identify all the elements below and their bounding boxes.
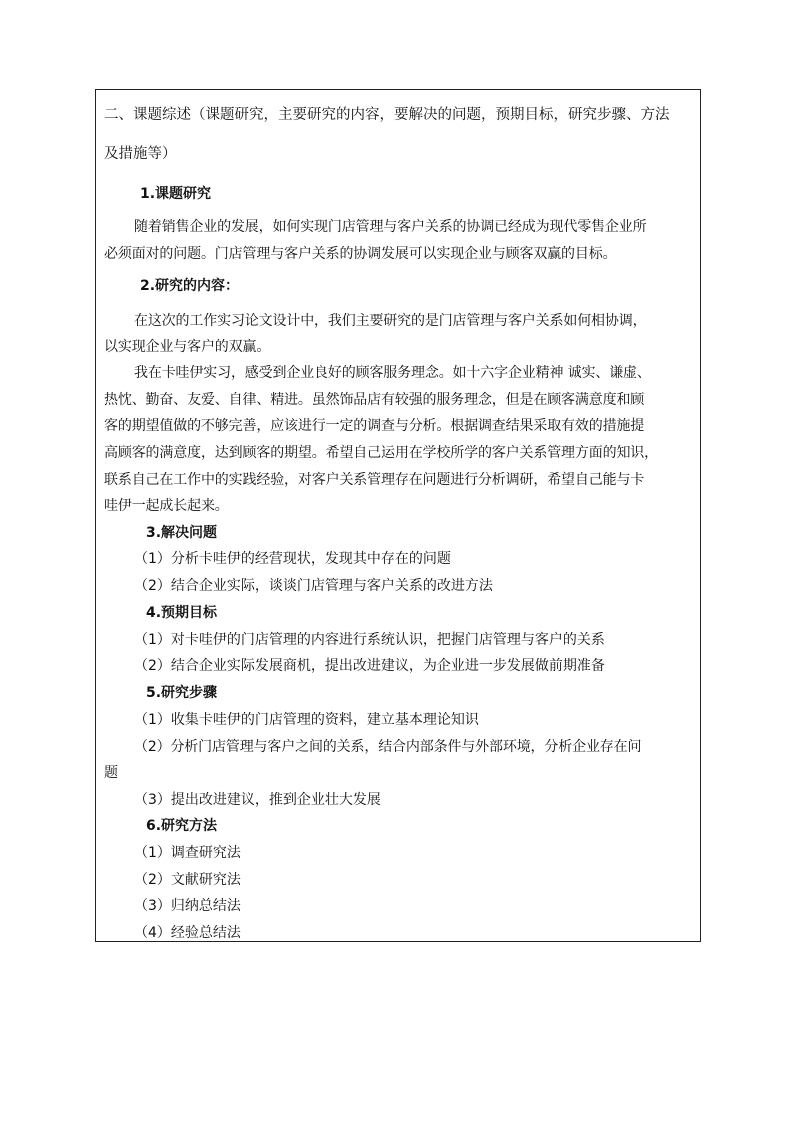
section-2-paragraph-2-line-6: 哇伊一起成长起来。 (104, 498, 229, 514)
section-6-item-3: （3）归纳总结法 (134, 898, 241, 914)
section-2-heading: 2.研究的内容： (140, 278, 240, 294)
section-1-heading: 1.课题研究 (140, 186, 212, 202)
section-6-item-1: （1）调查研究法 (134, 845, 241, 861)
section-4-item-1: （1）对卡哇伊的门店管理的内容进行系统认识，把握门店管理与客户的关系 (134, 632, 605, 648)
section-1-paragraph-line-2: 必须面对的问题。门店管理与客户关系的协调发展可以实现企业与顾客双赢的目标。 (104, 246, 617, 262)
section-5-heading: 5.研究步骤 (146, 685, 218, 701)
section-3-item-1: （1）分析卡哇伊的经营现状，发现其中存在的问题 (134, 551, 451, 567)
section-2-paragraph-2-line-1: 我在卡哇伊实习，感受到企业良好的顾客服务理念。如十六字企业精神 诚实、谦虚、 (134, 365, 651, 381)
section-2-paragraph-2-line-4: 高顾客的满意度，达到顾客的期望。希望自己运用在学校所学的客户关系管理方面的知识， (104, 445, 658, 461)
section-6-item-2: （2）文献研究法 (134, 872, 241, 888)
document-table-cell (95, 89, 701, 942)
section-5-item-1: （1）收集卡哇伊的门店管理的资料，建立基本理论知识 (134, 712, 479, 728)
section-2-paragraph-2-line-3: 客的期望值做的不够完善，应该进行一定的调查与分析。根据调查结果采取有效的措施提 (104, 418, 645, 434)
section-2-paragraph-2-line-2: 热忱、勤奋、友爱、自律、精进。虽然饰品店有较强的服务理念，但是在顾客满意度和顾 (104, 392, 645, 408)
section-3-item-2: （2）结合企业实际，谈谈门店管理与客户关系的改进方法 (134, 578, 493, 594)
section-4-heading: 4.预期目标 (146, 605, 218, 621)
section-5-item-2-line-2: 题 (104, 765, 118, 781)
section-1-paragraph-line-1: 随着销售企业的发展，如何实现门店管理与客户关系的协调已经成为现代零售企业所 (134, 219, 647, 235)
section-5-item-2-line-1: （2）分析门店管理与客户之间的关系，结合内部条件与外部环境，分析企业存在问 (134, 739, 642, 755)
section-2-paragraph-1-line-2: 以实现企业与客户的双赢。 (104, 339, 271, 355)
section-title-line-1: 二、课题综述（课题研究，主要研究的内容，要解决的问题，预期目标，研究步骤、方法 (104, 107, 670, 123)
section-2-paragraph-2-line-5: 联系自己在工作中的实践经验，对客户关系管理存在问题进行分析调研，希望自己能与卡 (104, 472, 645, 488)
section-2-paragraph-1-line-1: 在这次的工作实习论文设计中，我们主要研究的是门店管理与客户关系如何相协调， (134, 313, 647, 329)
section-title-line-2: 及措施等） (104, 146, 177, 162)
section-5-item-3: （3）提出改进建议，推到企业壮大发展 (134, 792, 381, 808)
section-4-item-2: （2）结合企业实际发展商机，提出改进建议，为企业进一步发展做前期准备 (134, 658, 605, 674)
section-6-item-4: （4）经验总结法 (134, 925, 241, 941)
section-3-heading: 3.解决问题 (146, 525, 218, 541)
section-6-heading: 6.研究方法 (146, 818, 218, 834)
